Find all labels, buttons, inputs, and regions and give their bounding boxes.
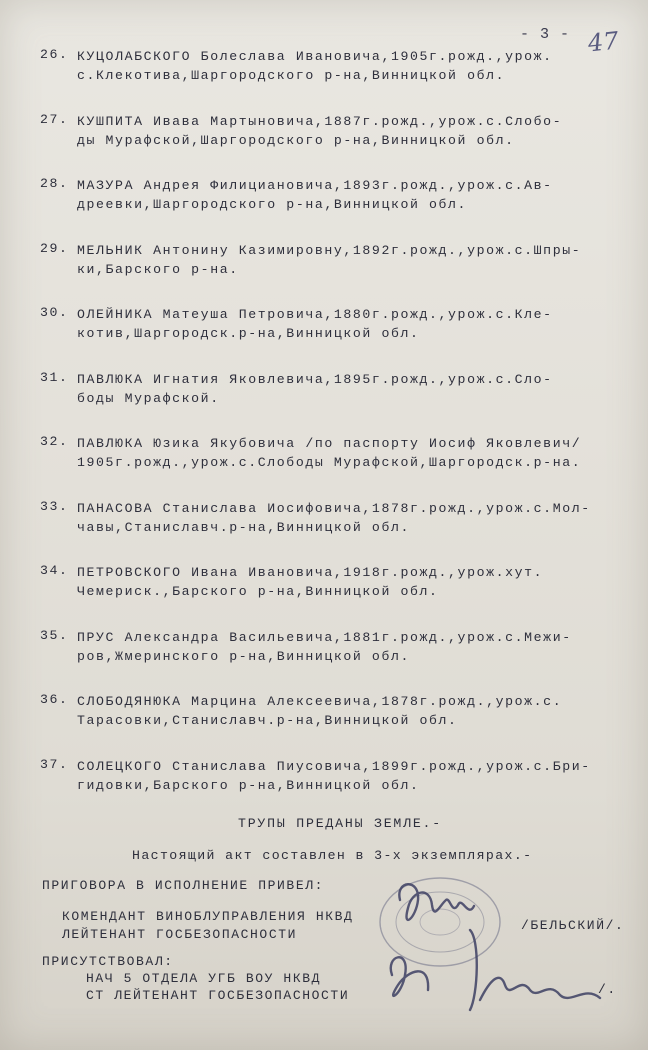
executed-by-label: ПРИГОВОРА В ИСПОЛНЕНИЕ ПРИВЕЛ:: [42, 878, 325, 893]
entry-text-line: КУЦОЛАБСКОГО Болеслава Ивановича,1905г.рожд.,урож.: [77, 49, 553, 64]
entry-number: 31.: [40, 369, 69, 385]
entry-text-line: МАЗУРА Андрея Филициановича,1893г.рожд.,урож.с.Ав-: [77, 178, 553, 193]
entry-text-line: боды Мурафской.: [77, 390, 220, 406]
entry-text-line: ОЛЕЙНИКА Матеуша Петровича,1880г.рожд.,урож.с.Кле-: [77, 307, 553, 322]
entry-number: 28.: [40, 176, 69, 191]
buried-statement: ТРУПЫ ПРЕДАНЫ ЗЕМЛЕ.-: [238, 816, 442, 831]
entry-text-line: ПРУС Александра Васильевича,1881г.рожд.,урож.с.Межи-: [77, 629, 572, 645]
entry-text-line: Тарасовки,Станиславч.р-на,Винницкой обл.: [77, 713, 458, 728]
entry-number: 29.: [40, 240, 69, 256]
commandant-name: /БЕЛЬСКИЙ/.: [521, 918, 625, 933]
entry-number: 26.: [40, 47, 69, 62]
entry-text-line: ров,Жмеринского р-на,Винницкой обл.: [77, 648, 410, 664]
entry-text-line: котив,Шаргородск.р-на,Винницкой обл.: [77, 326, 420, 341]
entry-text-line: с.Клекотива,Шаргородского р-на,Винницкой обл.: [77, 68, 506, 83]
entry-number: 27.: [40, 111, 69, 127]
entry-number: 34.: [40, 563, 69, 578]
handwritten-page-number: 47: [586, 26, 620, 58]
commandant-title-line1: КОМЕНДАНТ ВИНОБЛУПРАВЛЕНИЯ НКВД: [62, 909, 354, 924]
commandant-signature: [399, 884, 474, 920]
present-name: /.: [598, 982, 617, 997]
entry-text-line: чавы,Станиславч.р-на,Винницкой обл.: [77, 519, 410, 535]
entry-number: 33.: [40, 498, 69, 514]
entry-text-line: дреевки,Шаргородского р-на,Винницкой обл.: [77, 197, 468, 212]
entry-number: 35.: [40, 627, 69, 643]
entry-text-line: ПЕТРОВСКОГО Ивана Ивановича,1918г.рожд.,урож.хут.: [77, 565, 544, 580]
act-copies-statement: Настоящий акт составлен в 3-х экземплярах.-: [132, 848, 533, 863]
commandant-title-line2: ЛЕЙТЕНАНТ ГОСБЕЗОПАСНОСТИ: [62, 927, 298, 942]
entry-text-line: 1905г.рожд.,урож.с.Слободы Мурафской,Шаргородск.р-на.: [77, 455, 582, 470]
present-title-line1: НАЧ 5 ОТДЕЛА УГБ ВОУ НКВД: [86, 971, 322, 986]
entry-text-line: ПАВЛЮКА Игнатия Яковлевича,1895г.рожд.,урож.с.Сло-: [77, 371, 553, 387]
entry-number: 30.: [40, 305, 69, 320]
entry-text-line: МЕЛЬНИК Антонину Казимировну,1892г.рожд.,урож.с.Шпры-: [77, 242, 582, 258]
entry-text-line: гидовки,Барского р-на,Винницкой обл.: [77, 777, 420, 793]
entry-number: 37.: [40, 756, 69, 772]
page-number: - 3 -: [520, 26, 571, 43]
entry-text-line: ды Мурафской,Шаргородского р-на,Винницкой обл.: [77, 132, 515, 148]
present-signature: [391, 930, 600, 1010]
entry-text-line: СОЛЕЦКОГО Станислава Пиусовича,1899г.рожд.,урож.с.Бри-: [77, 758, 591, 774]
entry-number: 36.: [40, 692, 69, 707]
entry-number: 32.: [40, 434, 69, 449]
entry-text-line: Чемериск.,Барского р-на,Винницкой обл.: [77, 584, 439, 599]
present-title-line2: СТ ЛЕЙТЕНАНТ ГОСБЕЗОПАСНОСТИ: [86, 988, 350, 1003]
entry-text-line: ки,Барского р-на.: [77, 261, 239, 277]
present-label: ПРИСУТСТВОВАЛ:: [42, 954, 174, 969]
entry-text-line: СЛОБОДЯНЮКА Марцина Алексеевича,1878г.рожд.,урож.с.: [77, 694, 563, 709]
entry-text-line: ПАВЛЮКА Юзика Якубовича /по паспорту Иосиф Яковлевич/: [77, 436, 582, 451]
entry-text-line: КУШПИТА Ивава Мартыновича,1887г.рожд.,урож.с.Слобо-: [77, 113, 563, 129]
entry-text-line: ПАНАСОВА Станислава Иосифовича,1878г.рожд.,урож.с.Мол-: [77, 500, 591, 516]
